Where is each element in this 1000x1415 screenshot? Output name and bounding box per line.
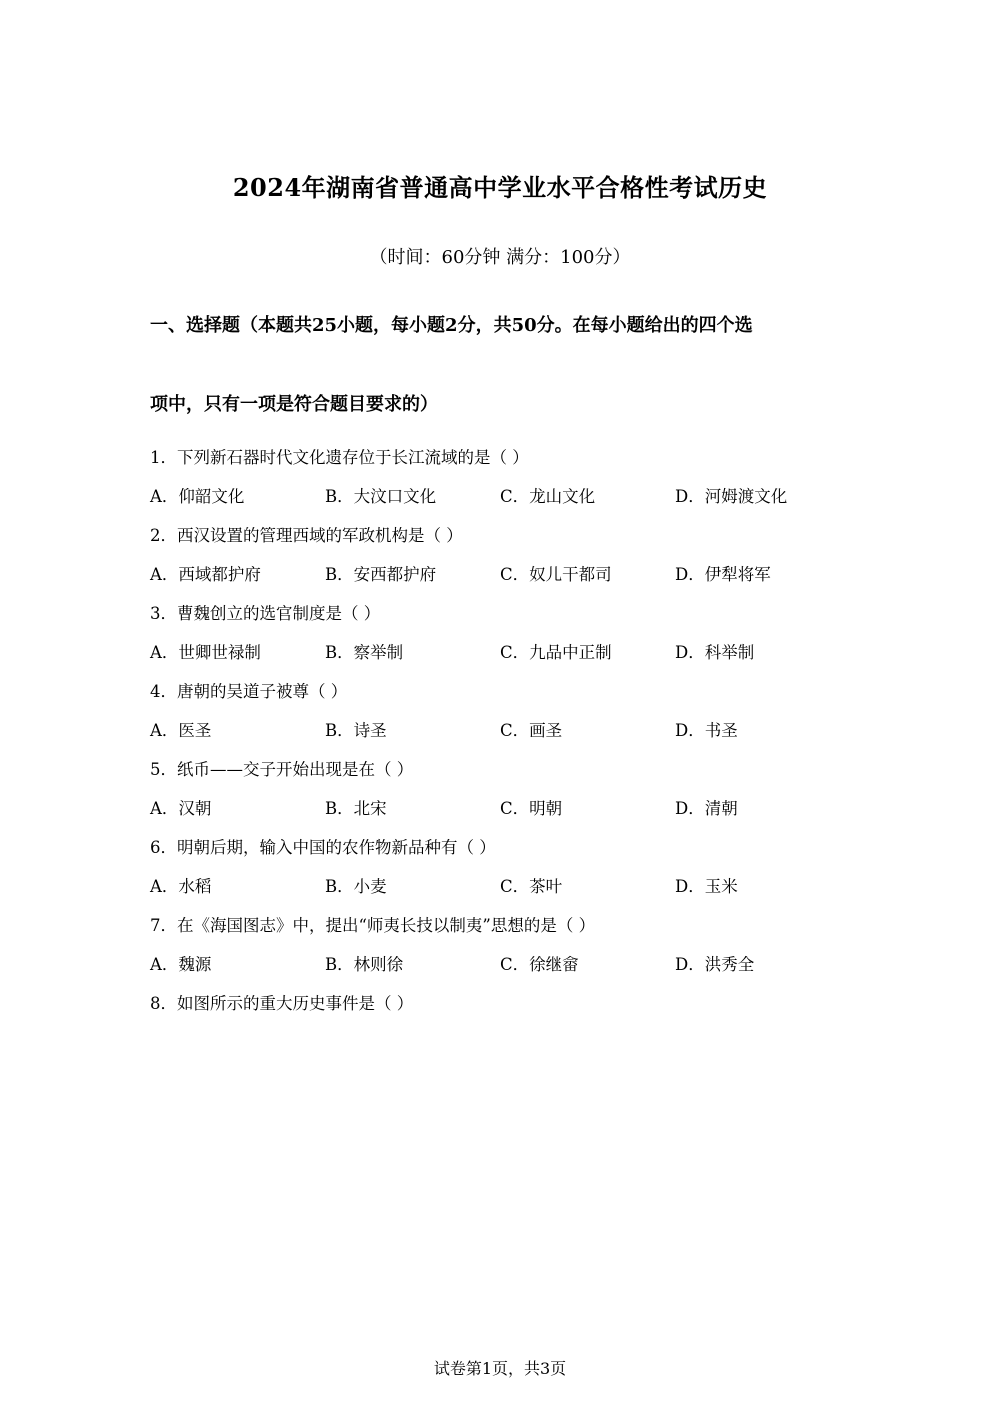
question-stem: 1．下列新石器时代文化遗存位于长江流域的是（ ） bbox=[150, 448, 529, 467]
option-d: D．河姆渡文化 bbox=[675, 487, 788, 506]
option-a: A．魏源 bbox=[150, 955, 212, 974]
option-c: C．徐继畲 bbox=[500, 955, 579, 974]
option-b: B．北宋 bbox=[325, 799, 387, 818]
question-stem: 6．明朝后期，输入中国的农作物新品种有（ ） bbox=[150, 838, 496, 857]
option-b: B．安西都护府 bbox=[325, 565, 437, 584]
option-a: A．医圣 bbox=[150, 721, 212, 740]
question-options bbox=[150, 639, 850, 663]
option-b: B．大汶口文化 bbox=[325, 487, 437, 506]
option-c: C．龙山文化 bbox=[500, 487, 596, 506]
option-d: D．玉米 bbox=[675, 877, 738, 896]
option-d: D．伊犁将军 bbox=[675, 565, 771, 584]
section-heading-line1: 一、选择题（本题共25小题，每小题2分，共50分。在每小题给出的四个选 bbox=[150, 315, 753, 336]
question-options bbox=[150, 951, 850, 975]
option-a: A．世卿世禄制 bbox=[150, 643, 261, 662]
option-d: D．洪秀全 bbox=[675, 955, 755, 974]
option-a: A．仰韶文化 bbox=[150, 487, 245, 506]
question-stem: 7．在《海国图志》中，提出“师夷长技以制夷”思想的是（ ） bbox=[150, 916, 596, 935]
option-d: D．科举制 bbox=[675, 643, 755, 662]
question-options bbox=[150, 561, 850, 585]
question-options bbox=[150, 795, 850, 819]
option-b: B．察举制 bbox=[325, 643, 404, 662]
section-heading-line2: 项中，只有一项是符合题目要求的） bbox=[150, 394, 438, 415]
question-stem: 8．如图所示的重大历史事件是（ ） bbox=[150, 994, 414, 1013]
option-b: B．小麦 bbox=[325, 877, 387, 896]
question-options bbox=[150, 483, 850, 507]
page-footer: 试卷第1页，共3页 bbox=[433, 1359, 567, 1378]
option-a: A．西域都护府 bbox=[150, 565, 261, 584]
option-b: B．林则徐 bbox=[325, 955, 404, 974]
exam-title: 2024年湖南省普通高中学业水平合格性考试历史 bbox=[232, 173, 768, 202]
question-options bbox=[150, 717, 850, 741]
question-options bbox=[150, 873, 850, 897]
question-stem: 4．唐朝的吴道子被尊（ ） bbox=[150, 682, 348, 701]
exam-subtitle: （时间：60分钟 满分：100分） bbox=[369, 247, 631, 268]
option-c: C．茶叶 bbox=[500, 877, 563, 896]
option-a: A．汉朝 bbox=[150, 799, 212, 818]
option-c: C．画圣 bbox=[500, 721, 563, 740]
option-d: D．清朝 bbox=[675, 799, 738, 818]
question-stem: 5．纸币——交子开始出现是在（ ） bbox=[150, 760, 414, 779]
option-c: C．九品中正制 bbox=[500, 643, 612, 662]
question-stem: 2．西汉设置的管理西域的军政机构是（ ） bbox=[150, 526, 463, 545]
option-b: B．诗圣 bbox=[325, 721, 387, 740]
option-c: C．奴儿干都司 bbox=[500, 565, 612, 584]
option-a: A．水稻 bbox=[150, 877, 212, 896]
option-c: C．明朝 bbox=[500, 799, 563, 818]
question-stem: 3．曹魏创立的选官制度是（ ） bbox=[150, 604, 381, 623]
option-d: D．书圣 bbox=[675, 721, 738, 740]
